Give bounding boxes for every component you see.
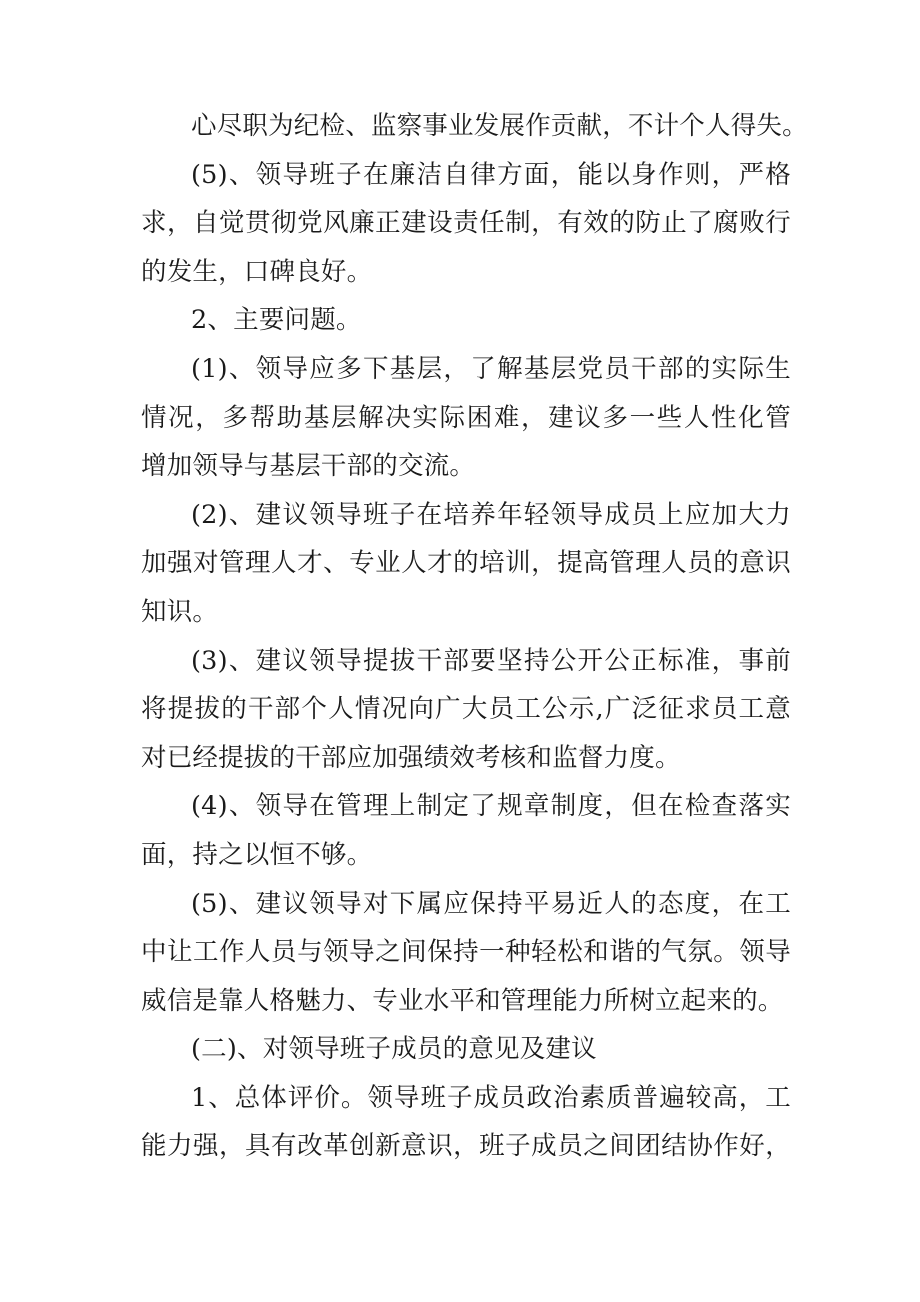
text-line: 面，持之以恒不够。 (141, 839, 373, 870)
text-line: (2)、建议领导班子在培养年轻领导成员上应加大力 (191, 499, 791, 530)
text-line: 中让工作人员与领导之间保持一种轻松和谐的气氛。领导 (141, 937, 791, 968)
text-line: (1)、领导应多下基层，了解基层党员干部的实际生 (191, 353, 791, 384)
text-line: (4)、领导在管理上制定了规章制度，但在检查落实 (191, 791, 791, 822)
text-line: 1、总体评价。领导班子成员政治素质普遍较高，工 (191, 1082, 791, 1113)
text-line: 能力强，具有改革创新意识，班子成员之间团结协作好， (141, 1131, 791, 1162)
text-line: (5)、领导班子在廉洁自律方面，能以身作则，严格 (191, 159, 791, 190)
text-line: 知识。 (141, 596, 219, 627)
text-line: 威信是靠人格魅力、专业水平和管理能力所树立起来的。 (141, 985, 784, 1016)
text-line: 对已经提拔的干部应加强绩效考核和监督力度。 (141, 742, 681, 773)
document-body (141, 102, 808, 1171)
text-line: 将提拔的干部个人情况向广大员工公示,广泛征求员工意 (141, 694, 791, 725)
text-line: 情况，多帮助基层解决实际困难，建议多一些人性化管 (141, 402, 791, 433)
text-line: 增加领导与基层干部的交流。 (141, 451, 476, 482)
text-line: 求，自觉贯彻党风廉正建设责任制，有效的防止了腐败行 (141, 208, 791, 239)
text-line: (二)、对领导班子成员的意见及建议 (191, 1034, 597, 1065)
text-line: (5)、建议领导对下属应保持平易近人的态度，在工 (191, 888, 791, 919)
text-line: (3)、建议领导提拔干部要坚持公开公正标准，事前 (191, 645, 791, 676)
text-line: 加强对管理人才、专业人才的培训，提高管理人员的意识 (141, 548, 791, 579)
text-line: 的发生，口碑良好。 (141, 256, 373, 287)
text-line: 心尽职为纪检、监察事业发展作贡献，不计个人得失。 (191, 111, 808, 141)
text-line: 2、主要问题。 (191, 305, 362, 336)
